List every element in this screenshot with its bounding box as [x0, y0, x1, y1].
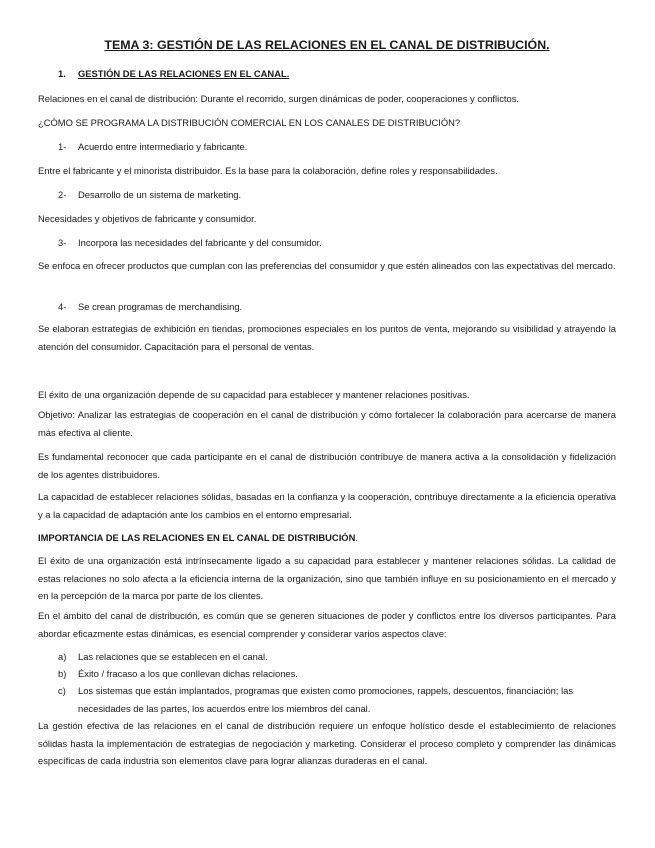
- question-heading: ¿CÓMO SE PROGRAMA LA DISTRIBUCIÓN COMERCIAL EN LOS CANALES DE DISTRIBUCIÓN?: [38, 117, 461, 128]
- step-item: [58, 140, 247, 153]
- step-label: Se crean programas de merchandising.: [78, 301, 243, 312]
- step-number: 4-: [58, 301, 67, 312]
- document-title: TEMA 3: GESTIÓN DE LAS RELACIONES EN EL CANAL DE DISTRIBUCIÓN.: [104, 38, 550, 52]
- aspect-item: [58, 665, 616, 683]
- section-heading-text: GESTIÓN DE LAS RELACIONES EN EL CANAL.: [78, 68, 290, 79]
- aspect-text: Los sistemas que están implantados, programas que existen como promociones, rappels, descuentos, financiación; las necesidades de las partes, los acuerdos entre los miembros del canal.: [78, 685, 574, 714]
- step-description: Se enfoca en ofrecer productos que cumplan con las preferencias del consumidor y que estén alineados con las expectativas del mercado.: [38, 260, 616, 271]
- step-description: Entre el fabricante y el minorista distribuidor. Es la base para la colaboración, define roles y responsabilidades.: [38, 165, 498, 176]
- scope-paragraph: En el ámbito del canal de distribución, es común que se generen situaciones de poder y conflictos entre los diversos participantes. Para abordar eficazmente estas dinámicas, es esencial comprender y considerar varios aspectos clave:: [38, 610, 616, 639]
- capacity-paragraph: La capacidad de establecer relaciones sólidas, basadas en la confianza y la cooperación, contribuye directamente a la eficiencia operativa y a la capacidad de adaptación ante los cambios en el entorno empresarial.: [38, 491, 616, 520]
- importance-paragraph: El éxito de una organización está intrínsecamente ligado a su capacidad para establecer y mantener relaciones sólidas. La calidad de estas relaciones no solo afecta a la eficiencia interna de la organización, sino que también influye en su posicionamiento en el mercado y en la percepción de la marca por parte de los clientes.: [38, 555, 616, 601]
- step-item: [58, 300, 242, 313]
- section-heading: [58, 68, 289, 79]
- aspect-text: Éxito / fracaso a los que conllevan dichas relaciones.: [78, 668, 298, 679]
- aspect-marker: b): [58, 668, 67, 679]
- step-item: [58, 236, 322, 249]
- aspect-marker: c): [58, 685, 66, 696]
- importance-heading-text: IMPORTANCIA DE LAS RELACIONES EN EL CANAL DE DISTRIBUCIÓN: [38, 532, 356, 543]
- step-item: [58, 188, 241, 201]
- aspect-marker: a): [58, 651, 67, 662]
- importance-heading: [38, 531, 358, 544]
- step-label: Desarrollo de un sistema de marketing.: [78, 189, 242, 200]
- step-description: Necesidades y objetivos de fabricante y consumidor.: [38, 213, 257, 224]
- aspect-item: [58, 682, 616, 717]
- step-number: 2-: [58, 189, 67, 200]
- section-number: 1.: [58, 68, 66, 79]
- objective-paragraph: Objetivo: Analizar las estrategias de cooperación en el canal de distribución y cómo fortalecer la colaboración para acercarse de manera más efectiva al cliente.: [38, 409, 616, 438]
- aspect-text: Las relaciones que se establecen en el canal.: [78, 651, 268, 662]
- step-number: 1-: [58, 141, 67, 152]
- conclusion-paragraph: La gestión efectiva de las relaciones en el canal de distribución requiere un enfoque holístico desde el establecimiento de relaciones sólidas hasta la implementación de estrategias de negociación y marketing. Considerar el proceso completo y comprender las dinámicas específicas de cada industria son elementos clave para lograr alianzas duraderas en el canal.: [38, 720, 616, 766]
- importance-heading-end: .: [355, 532, 358, 543]
- step-label: Acuerdo entre intermediario y fabricante.: [78, 141, 248, 152]
- step-description: Se elaboran estrategias de exhibición en tiendas, promociones especiales en los puntos de venta, mejorando su visibilidad y atrayendo la atención del consumidor. Capacitación para el personal de ventas.: [38, 323, 616, 352]
- aspect-item: [58, 648, 616, 666]
- step-label: Incorpora las necesidades del fabricante y del consumidor.: [78, 237, 322, 248]
- fundamental-paragraph: Es fundamental reconocer que cada participante en el canal de distribución contribuye de manera activa a la consolidación y fidelización de los agentes distribuidores.: [38, 451, 616, 480]
- step-number: 3-: [58, 237, 67, 248]
- success-paragraph: El éxito de una organización depende de su capacidad para establecer y mantener relaciones positivas.: [38, 389, 470, 400]
- intro-paragraph: Relaciones en el canal de distribución: Durante el recorrido, surgen dinámicas de poder, cooperaciones y conflictos.: [38, 93, 519, 104]
